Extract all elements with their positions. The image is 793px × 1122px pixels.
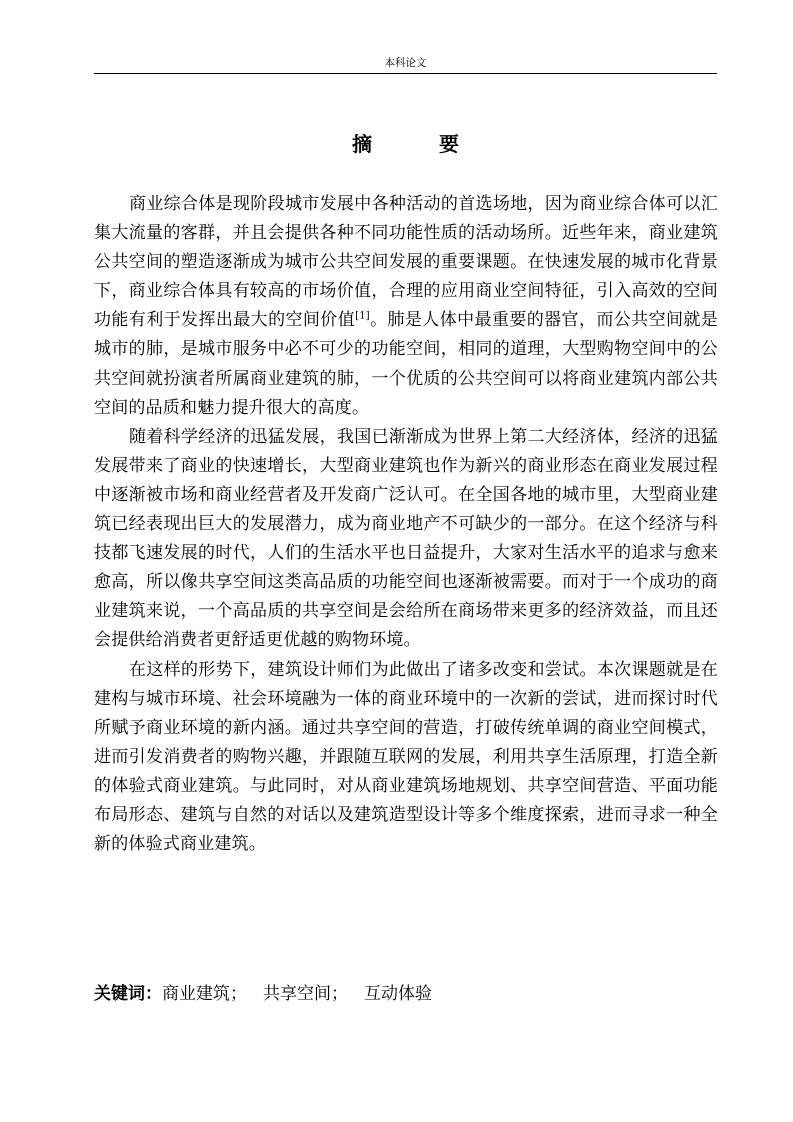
keyword-item: 共享空间 — [263, 984, 331, 1004]
abstract-title: 摘 要 — [352, 132, 489, 156]
paragraph-text: 。肺是人体中最重要的器官，而公共空间就是城市的肺，是城市服务中必不可少的功能空间，相同的道理，大型购物空间中的公共空间就扮演者所属商业建筑的肺，一个优质的公共空间可以将商业建筑内部公共空间的品质和魅力提升很大的高度。 — [94, 310, 719, 418]
abstract-paragraph-1 — [94, 190, 718, 423]
keyword-separator: ； — [331, 984, 348, 1004]
paragraph-text: 商业综合体是现阶段城市发展中各种活动的首选场地，因为商业综合体可以汇集大流量的客群，并且会提供各种不同功能性质的活动场所。近些年来，商业建筑公共空间的塑造逐渐成为城市公共空间发展的重要课题。在快速发展的城市化背景下，商业综合体具有较高的市场价值，合理的应用商业空间特征，引入高效的空间功能有利于发挥出最大的空间价值 — [94, 194, 718, 331]
keyword-separator: ； — [230, 984, 247, 1004]
abstract-paragraph-2: 随着科学经济的迅猛发展，我国已渐渐成为世界上第二大经济体，经济的迅猛发展带来了商业的快速增长，大型商业建筑也作为新兴的商业形态在商业发展过程中逐渐被市场和商业经营者及开发商广泛认可。在全国各地的城市里，大型商业建筑已经表现出巨大的发展潜力，成为商业地产不可缺少的一部分。在这个经济与科技都飞速发展的时代，人们的生活水平也日益提升，大家对生活水平的追求与愈来愈高，所以像共享空间这类高品质的功能空间也逐渐被需要。而对于一个成功的商业建筑来说，一个高品质的共享空间是会给所在商场带来更多的经济效益，而且还会提供给消费者更舒适更优越的购物环境。 — [94, 426, 718, 651]
abstract-paragraph-3: 在这样的形势下，建筑设计师们为此做出了诸多改变和尝试。本次课题就是在建构与城市环境、社会环境融为一体的商业环境中的一次新的尝试，进而探讨时代所赋予商业环境的新内涵。通过共享空间的营造，打破传统单调的商业空间模式，进而引发消费者的购物兴趣，并跟随互联网的发展，利用共享生活原理，打造全新的体验式商业建筑。与此同时，对从商业建筑场地规划、共享空间营造、平面功能布局形态、建筑与自然的对话以及建筑造型设计等多个维度探索，进而寻求一种全新的体验式商业建筑。 — [94, 659, 718, 855]
running-header — [94, 56, 717, 74]
citation-marker: [1] — [355, 310, 370, 322]
running-header-title: 本科论文 — [384, 57, 427, 69]
keywords-line — [94, 980, 718, 1008]
keyword-item: 互动体验 — [364, 984, 432, 1004]
abstract-body — [94, 190, 718, 859]
keywords-label: 关键词： — [94, 984, 162, 1004]
keyword-item: 商业建筑 — [162, 984, 230, 1004]
